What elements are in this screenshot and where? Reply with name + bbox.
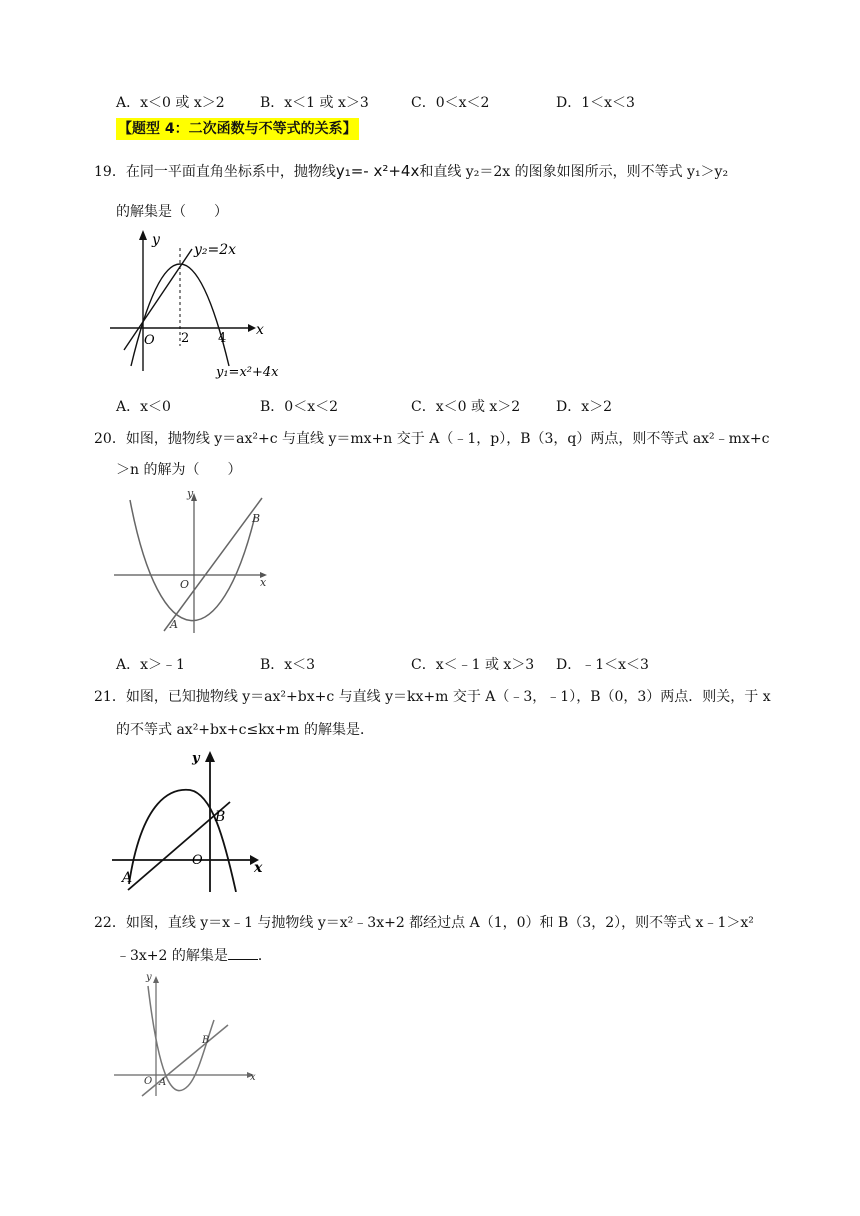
q19-origin-label: O [144,333,155,348]
q22-figure [110,968,265,1098]
q19-tick-4: 4 [218,331,227,346]
q19-option-b: B．0＜x＜2 [260,399,338,415]
q19-line1-pre: 19．在同一平面直角坐标系中，抛物线 [94,164,336,180]
q21-parabola [129,790,236,892]
q20-option-c: C．x＜﹣1 或 x＞3 [411,657,535,673]
q22-line2-end: ． [257,948,272,964]
q21-x-label: x [254,860,263,876]
q22-line1: 22．如图，直线 y＝x﹣1 与抛物线 y＝x²﹣3x+2 都经过点 A（1，0）和 B（3，2），则不等式 x﹣1＞x² [94,915,754,931]
q21-line1: 21．如图，已知抛物线 y＝ax²+bx+c 与直线 y＝kx+m 交于 A（﹣3，﹣1），B（0，3）两点．则关，于 x [94,689,771,705]
q20-option-d: D．﹣1＜x＜3 [556,657,649,673]
q21-point-a: A [122,870,133,886]
q21-point-b: B [215,809,226,825]
q20-line1: 20．如图，抛物线 y＝ax²+c 与直线 y＝mx+n 交于 A（﹣1，p），B（3，q）两点，则不等式 ax²﹣mx+c [94,431,770,447]
option-c: C．0＜x＜2 [411,95,490,111]
q21-line2: 的不等式 ax²+bx+c≤kx+m 的解集是． [116,722,375,738]
q19-line-label: y₂=2x [194,242,237,258]
q20-x-label: x [260,576,267,589]
q21-figure [112,748,272,892]
q19-option-a: A．x＜0 [116,399,171,415]
q22-line2-text: ﹣3x+2 的解集是 [116,948,228,964]
q21-origin-label: O [192,853,203,868]
q19-curve-label: y₁=x²+4x [216,365,279,380]
q19-x-arrow [248,324,256,332]
q21-y-arrow [205,751,215,762]
q19-line2: 的解集是（ ） [116,204,228,220]
q22-y-label: y [146,972,152,983]
q19-y-label: y [152,232,160,248]
q21-y-label: y [192,751,200,766]
q22-point-b: B [202,1035,210,1046]
q22-line2 [116,945,272,967]
option-b: B．x＜1 或 x＞3 [260,95,369,111]
q19-formula: y₁=- x²+4x [335,162,420,180]
q22-origin-label: O [144,1076,153,1087]
q19-tick-2: 2 [181,331,190,346]
q19-line1 [94,160,728,183]
q20-option-a: A．x＞﹣1 [116,657,185,673]
q20-origin-label: O [180,578,190,591]
q20-point-a: A [170,618,178,631]
q19-figure [110,226,300,384]
q22-y-arrow [153,976,159,983]
q20-parabola [130,500,255,621]
q19-option-c: C．x＜0 或 x＞2 [411,399,521,415]
option-d: D．1＜x＜3 [556,95,635,111]
q20-point-b: B [252,512,261,525]
q22-point-a: A [159,1077,167,1088]
q20-y-label: y [187,488,194,500]
q20-figure [110,488,280,638]
q19-x-label: x [256,322,264,338]
q22-answer-blank [228,945,258,960]
section-heading: 【题型 4：二次函数与不等式的关系】 [116,118,359,140]
q19-line1-post: 和直线 y₂＝2x 的图象如图所示，则不等式 y₁＞y₂ [419,164,729,180]
q19-y-arrow [139,230,147,240]
q22-x-label: x [250,1072,256,1083]
q20-line2: ＞n 的解为（ ） [116,462,242,478]
q20-option-b: B．x＜3 [260,657,316,673]
q19-option-d: D．x＞2 [556,399,613,415]
option-a: A．x＜0 或 x＞2 [116,95,225,111]
